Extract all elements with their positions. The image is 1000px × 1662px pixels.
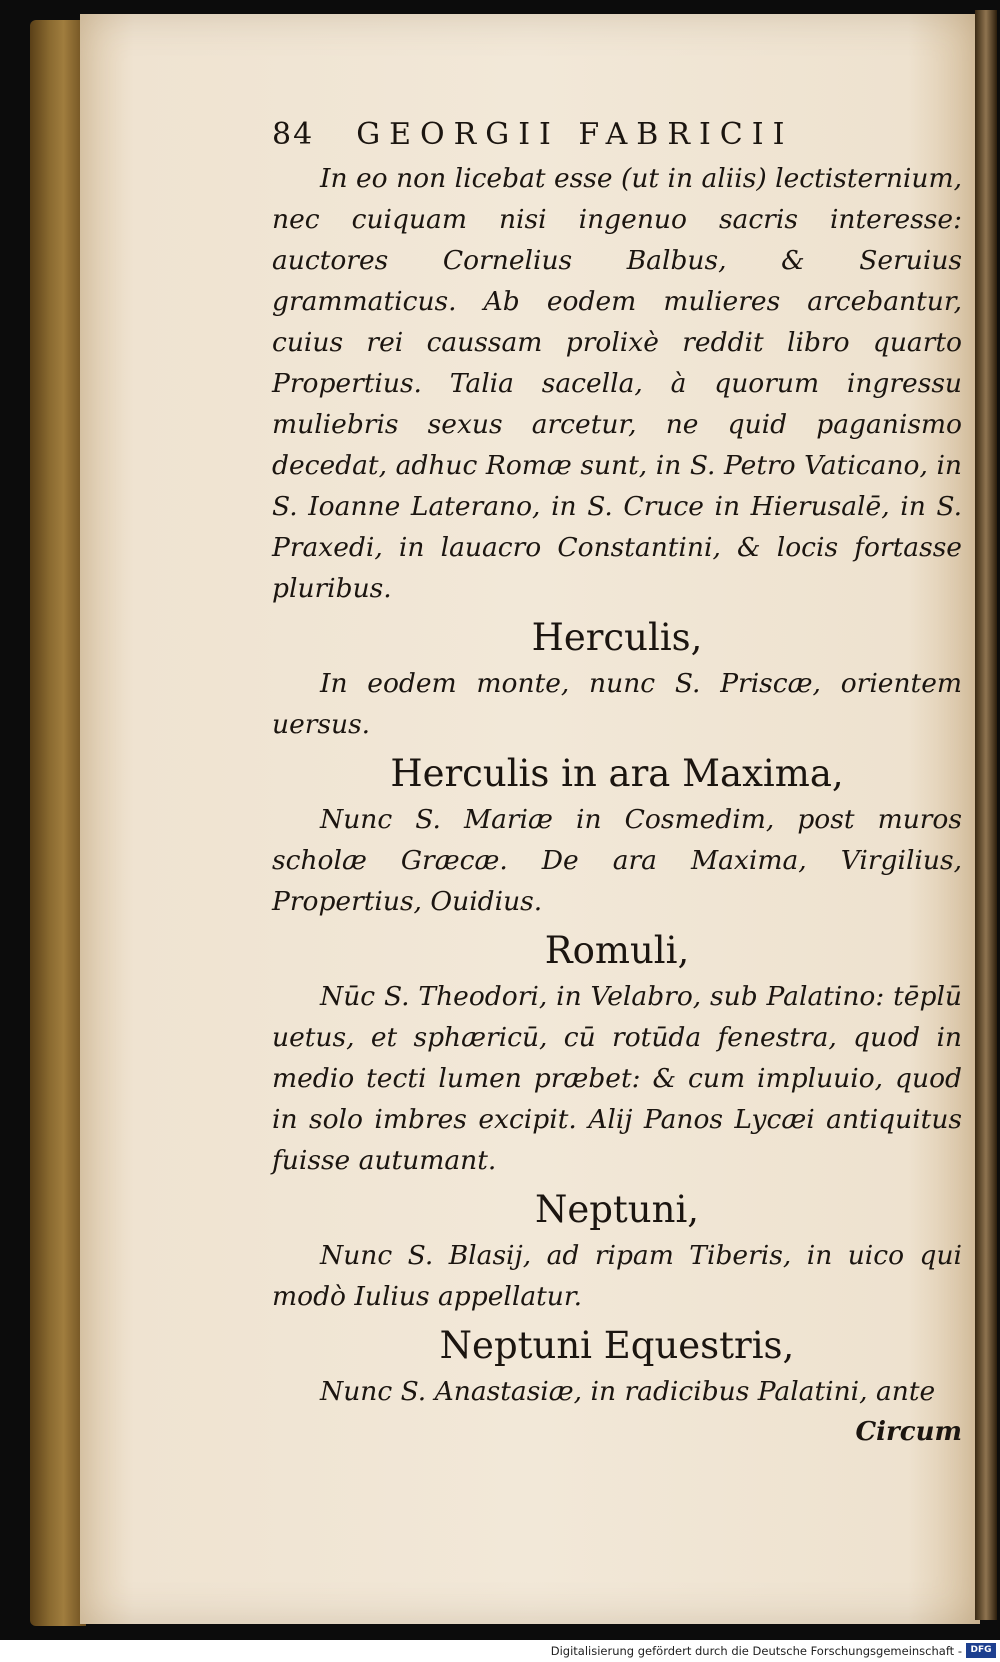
running-title: GEORGII FABRICII <box>356 117 794 152</box>
running-head <box>272 112 962 158</box>
book-binding <box>30 20 86 1626</box>
page-text <box>272 112 962 1452</box>
page-number: 84 <box>272 117 315 152</box>
paragraph-4: Nūc S. Theodori, in Velabro, sub Palatino: tēplū uetus, et sphæricū, cū rotūda fenestra, quod in medio tecti lumen præbet: & cum impluuio, quod in solo imbres excipit. Alij Panos Lycæi antiquitus fuisse autumant. <box>272 981 962 1176</box>
page-edge <box>975 10 997 1620</box>
paragraph-1: In eo non licebat esse (ut in aliis) lectisternium, nec cuiquam nisi ingenuo sacris interesse: auctores Cornelius Balbus, & Seruius grammaticus. Ab eodem mulieres arcebantur, cuius rei caussam prolixè reddit libro quarto Propertius. Talia sacella, à quorum ingressu muliebris sexus arcetur, ne quid paganismo decedat, adhuc Romæ sunt, in S. Petro Vaticano, in S. Ioanne Laterano, in S. Cruce in Hierusalē, in S. Praxedi, in lauacro Constantini, & locis fortasse pluribus. <box>272 163 962 604</box>
footer-credit: Digitalisierung gefördert durch die Deutsche Forschungsgemeinschaft - <box>550 1644 962 1658</box>
catchword: Circum <box>855 1417 962 1447</box>
section-heading-romuli: Romuli, <box>544 929 690 972</box>
paragraph-3: Nunc S. Mariæ in Cosmedim, post muros scholæ Græcæ. De ara Maxima, Virgilius, Propertius, Ouidius. <box>272 804 962 917</box>
footer-bar <box>0 1640 1000 1662</box>
dfg-logo-icon: DFG <box>966 1643 996 1658</box>
paragraph-2: In eodem monte, nunc S. Priscæ, orientem uersus. <box>272 668 962 740</box>
section-heading-neptuni-equestris: Neptuni Equestris, <box>439 1324 795 1367</box>
section-heading-herculis-ara-maxima: Herculis in ara Maxima, <box>390 752 844 795</box>
section-heading-herculis: Herculis, <box>531 616 703 659</box>
paragraph-6: Nunc S. Anastasiæ, in radicibus Palatini, ante <box>320 1376 936 1407</box>
section-heading-neptuni: Neptuni, <box>534 1188 700 1231</box>
paragraph-5: Nunc S. Blasij, ad ripam Tiberis, in uico qui modò Iulius appellatur. <box>272 1240 962 1312</box>
